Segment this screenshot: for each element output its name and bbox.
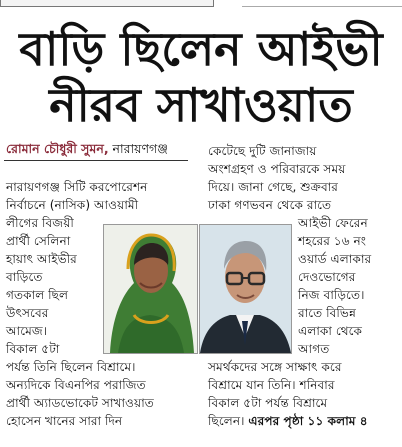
col1-line: প্রার্থী সেলিনা: [6, 234, 71, 248]
col1-line: লীগের বিজয়ী: [6, 216, 74, 230]
col2-line: ছিলেন।: [208, 414, 245, 428]
continuation-note: এরপর পৃষ্ঠা ১১ কলাম ৪: [248, 414, 368, 428]
col1-line: বাড়িতে: [6, 270, 43, 284]
top-border-line: [242, 0, 402, 7]
col1-line: আমেজ।: [6, 324, 48, 338]
col2-line: নিজ বাড়িতে।: [298, 288, 365, 302]
col2-end-line: [208, 412, 368, 430]
col2-line: আগত: [298, 342, 330, 356]
col1-line: প্রার্থী অ্যাডভোকেট সাখাওয়াত: [6, 396, 154, 410]
byline-location: নারায়ণগঞ্জ: [112, 141, 168, 156]
col1-line: অন্যদিকে বিএনপির পরাজিত: [6, 378, 146, 392]
col2-line: শহরের ১৬ নং: [298, 234, 367, 248]
col1-line: হায়াৎ আইভীর: [6, 252, 77, 266]
portrait-woman-image: [104, 225, 197, 353]
col2-line: দিয়ে। জানা গেছে, শুক্রবার: [208, 180, 338, 194]
col2-line: রাতে বিভিন্ন: [298, 306, 356, 320]
col1-line: নারায়ণগঞ্জ সিটি করপোরেশন: [6, 180, 148, 194]
col2-line: বিশ্রামে যান তিনি। শনিবার: [208, 378, 335, 392]
col2-line: কেটেছে দুটি জানাজায়: [208, 144, 317, 158]
col2-line: দেওভোগের: [298, 270, 356, 284]
byline: [6, 140, 168, 158]
col1-line: উৎসবের: [6, 306, 49, 320]
top-border: [0, 0, 402, 9]
col2-line: আইভী ফেরেন: [298, 216, 368, 230]
col1-line: বিকাল ৫টা: [6, 342, 60, 356]
col1-line: গতকাল ছিল: [6, 288, 69, 302]
col2-line: বিকাল ৫টা পর্যন্ত বিশ্রামে: [208, 396, 328, 410]
byline-rule: [4, 160, 188, 161]
col2-line: অংশগ্রহণ ও পরিবারকে সময়: [208, 162, 346, 176]
col2-line: ওয়ার্ড এলাকার: [298, 252, 372, 266]
byline-author: রোমান চৌধুরী সুমন,: [6, 141, 109, 156]
col1-line: পর্যন্ত তিনি ছিলেন বিশ্রামে।: [6, 360, 136, 374]
headline-line-1: বাড়ি ছিলেন আইভী: [19, 22, 383, 76]
col2-line: এলাকা থেকে: [298, 324, 363, 338]
photo-man: [199, 224, 292, 354]
col2-line: ঢাকা গণভবন থেকে রাতে: [208, 198, 332, 212]
col1-line: হোসেন খানের সারা দিন: [6, 414, 123, 428]
col2-line: সমর্থকদের সঙ্গে সাক্ষাৎ করে: [208, 360, 342, 374]
col1-line: নির্বাচনে (নাসিক) আওয়ামী: [6, 198, 139, 212]
headline-line-2: নীরব সাখাওয়াত: [49, 78, 353, 132]
portrait-man-image: [200, 225, 291, 353]
top-border-box: [0, 0, 214, 7]
photo-woman: [103, 224, 198, 354]
